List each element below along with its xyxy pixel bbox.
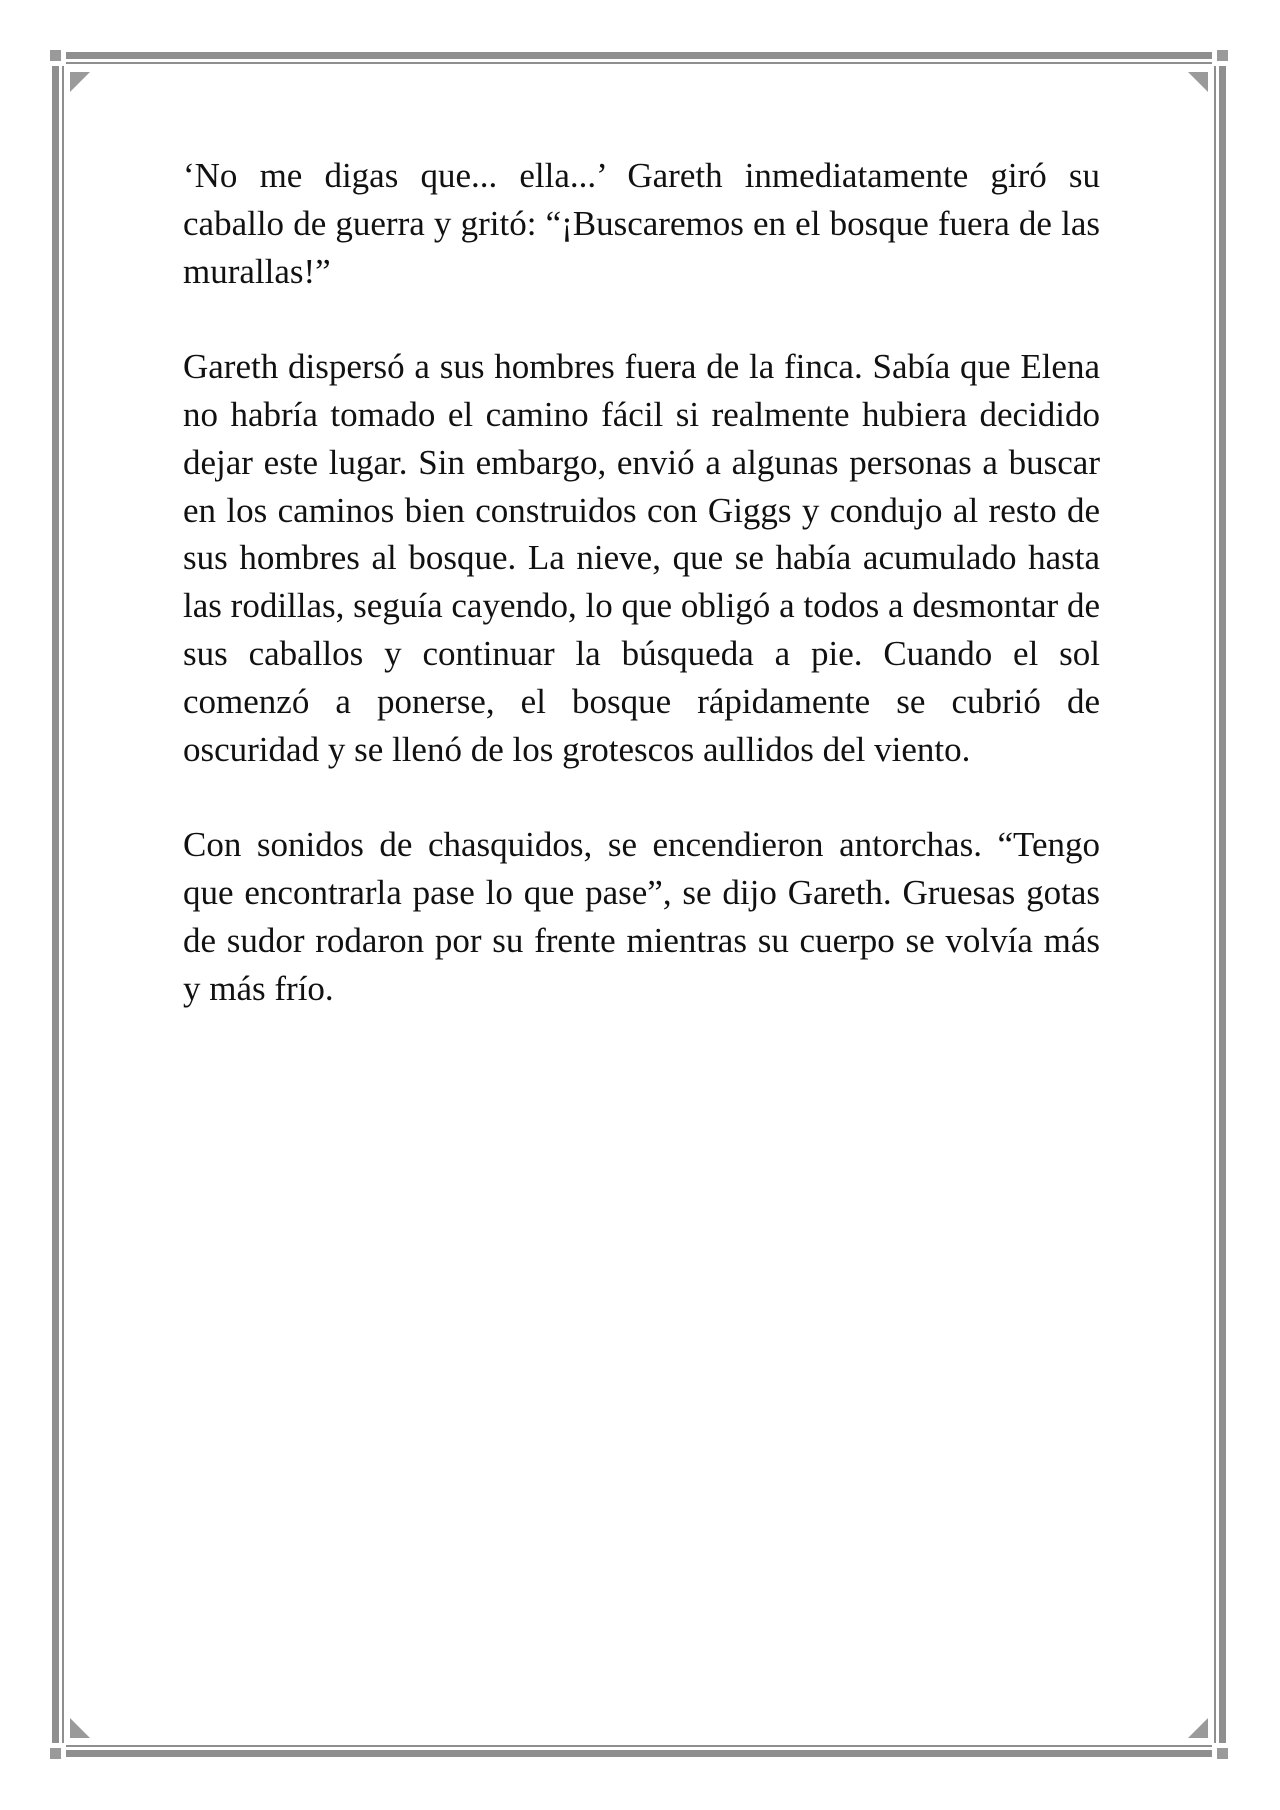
paragraph-3: Con sonidos de chasquidos, se encendieron antorchas. “Tengo que encontrarla pase lo que pase”, se dijo Gareth. Gruesas gotas de sudor rodaron por su frente mientras su cuerpo se volvía más y más frío. <box>183 825 1100 1008</box>
corner-triangle-icon <box>70 72 90 92</box>
page-text <box>183 152 1100 1060</box>
paragraph-2: Gareth dispersó a sus hombres fuera de la finca. Sabía que Elena no habría tomado el camino fácil si realmente hubiera decidido dejar este lugar. Sin embargo, envió a algunas personas a buscar en los caminos bien construidos con Giggs y condujo al resto de sus hombres al bosque. La nieve, que se había acumulado hasta las rodillas, seguía cayendo, lo que obligó a todos a desmontar de sus caballos y continuar la búsqueda a pie. Cuando el sol comenzó a ponerse, el bosque rápidamente se cubrió de oscuridad y se llenó de los grotescos aullidos del viento. <box>183 347 1100 769</box>
corner-triangle-icon <box>70 1718 90 1738</box>
corner-triangle-icon <box>1188 72 1208 92</box>
paragraph-1: ‘No me digas que... ella...’ Gareth inmediatamente giró su caballo de guerra y gritó: “¡Buscaremos en el bosque fuera de las murallas!” <box>183 156 1100 291</box>
corner-triangle-icon <box>1188 1718 1208 1738</box>
